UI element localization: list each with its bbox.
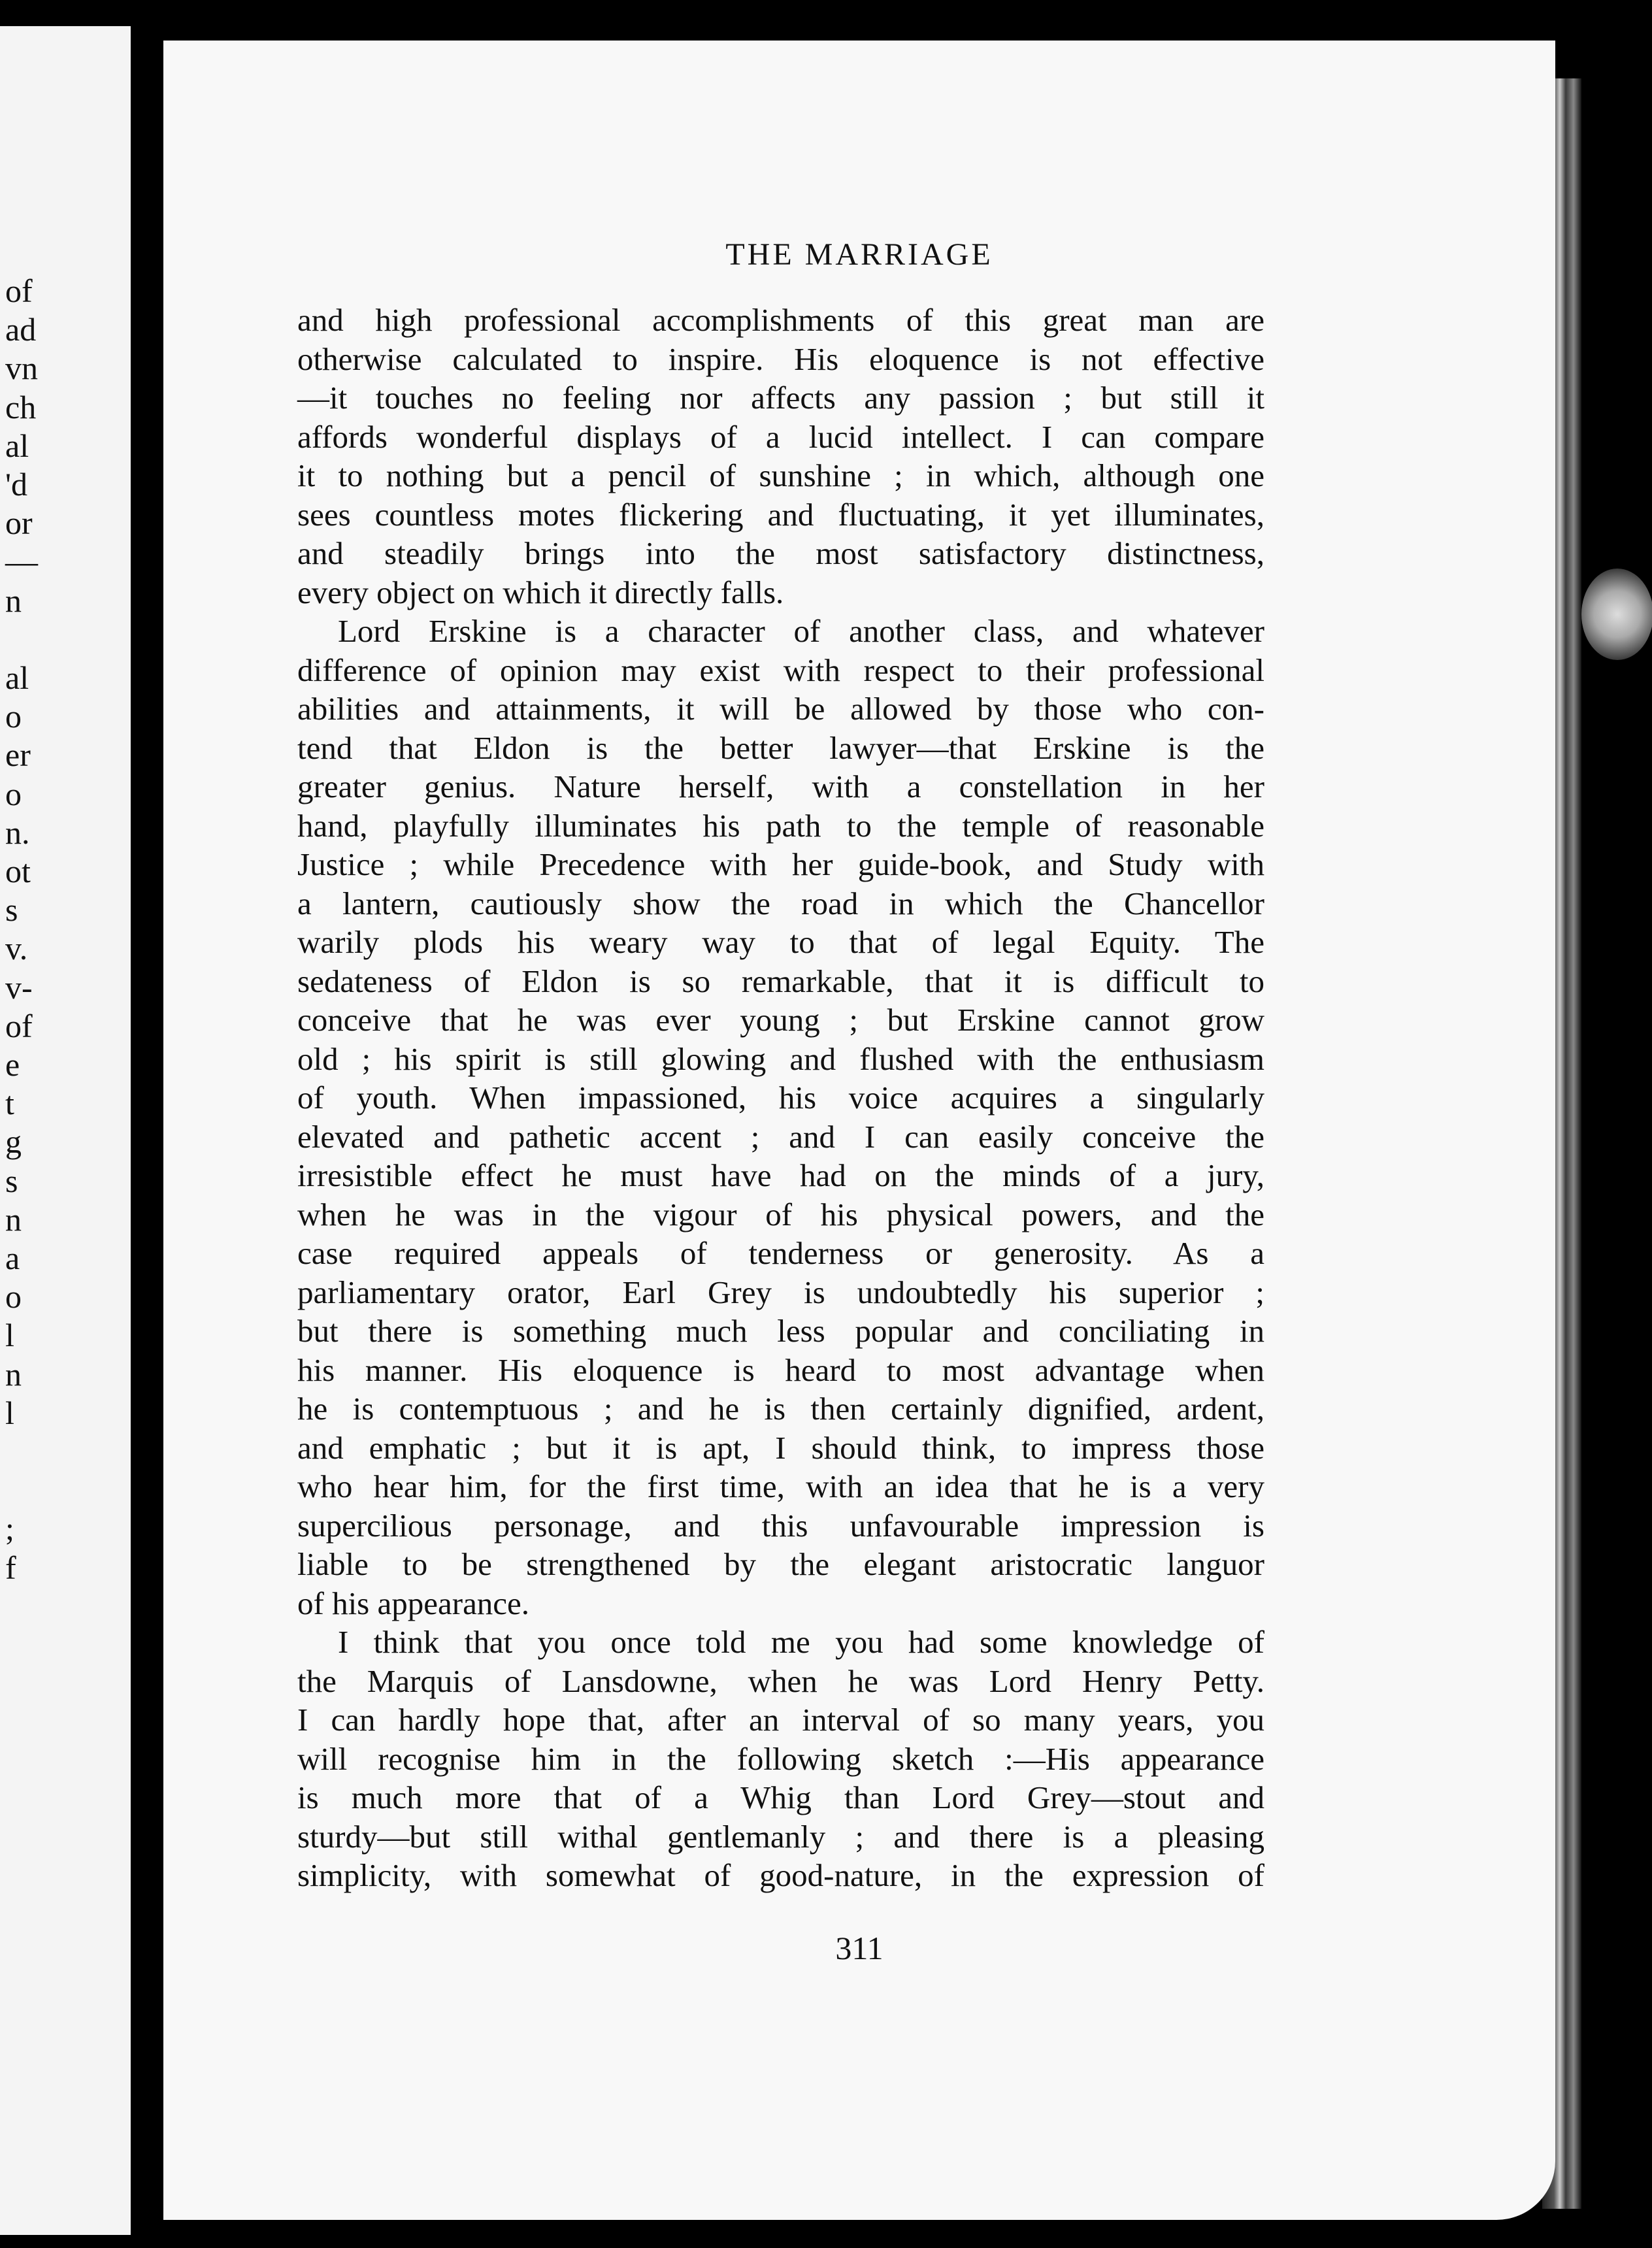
text-line: old ; his spirit is still glowing and flushed with the enthusiasm — [297, 1040, 1264, 1077]
text-line: affords wonderful displays of a lucid intellect. I can compare — [297, 418, 1264, 455]
previous-page-fragment: o — [5, 698, 22, 735]
running-head: THE MARRIAGE — [725, 237, 993, 272]
previous-page-fragment: ; — [5, 1510, 14, 1547]
previous-page-edge — [0, 26, 131, 2235]
previous-page-fragment: — — [5, 543, 38, 580]
text-line: abilities and attainments, it will be allowed by those who con- — [297, 691, 1264, 727]
text-line: tend that Eldon is the better lawyer—that Erskine is the — [297, 729, 1264, 766]
text-line: his manner. His eloquence is heard to most advantage when — [297, 1351, 1264, 1388]
text-line: and steadily brings into the most satisfactory distinctness, — [297, 535, 1264, 571]
previous-page-fragment: ot — [5, 853, 31, 889]
text-line: irresistible effect he must have had on the minds of a jury, — [297, 1157, 1264, 1193]
text-line: and emphatic ; but it is apt, I should think, to impress those — [297, 1429, 1264, 1466]
text-line: sees countless motes flickering and fluctuating, it yet illuminates, — [297, 496, 1264, 533]
previous-page-fragment: v. — [5, 930, 28, 967]
text-line: case required appeals of tenderness or generosity. As a — [297, 1235, 1264, 1271]
text-line: the Marquis of Lansdowne, when he was Lord Henry Petty. — [297, 1662, 1264, 1699]
previous-page-fragment: l — [5, 1317, 14, 1354]
paper-stain — [1581, 569, 1652, 660]
text-line: who hear him, for the first time, with an idea that he is a very — [297, 1468, 1264, 1504]
previous-page-fragment: n. — [5, 814, 30, 851]
text-line: will recognise him in the following sketch :—His appearance — [297, 1740, 1264, 1777]
text-line: —it touches no feeling nor affects any passion ; but still it — [297, 380, 1264, 416]
text-line: and high professional accomplishments of this great man are — [297, 302, 1264, 338]
text-line: every object on which it directly falls. — [297, 574, 784, 610]
text-line: greater genius. Nature herself, with a constellation in her — [297, 769, 1264, 804]
text-line: it to nothing but a pencil of sunshine ; in which, although one — [297, 457, 1264, 493]
text-line: I think that you once told me you had some knowledge of — [338, 1624, 1264, 1660]
previous-page-fragment: al — [5, 659, 29, 696]
text-line: elevated and pathetic accent ; and I can easily conceive the — [297, 1118, 1264, 1155]
previous-page-fragment: v- — [5, 968, 33, 1006]
text-line: Lord Erskine is a character of another class, and whatever — [338, 613, 1264, 649]
text-line: sturdy—but still withal gentlemanly ; and there is a pleasing — [297, 1818, 1264, 1855]
text-line: otherwise calculated to inspire. His eloquence is not effective — [297, 340, 1264, 377]
previous-page-fragment: ad — [5, 311, 37, 348]
text-line: simplicity, with somewhat of good-nature, in the expression of — [297, 1857, 1264, 1893]
previous-page-fragment: e — [5, 1046, 20, 1083]
previous-page-fragment: f — [5, 1549, 16, 1586]
text-line: warily plods his weary way to that of legal Equity. The — [297, 924, 1264, 960]
previous-page-fragment: l — [5, 1394, 14, 1431]
text-line: when he was in the vigour of his physical powers, and the — [297, 1196, 1264, 1232]
text-line: he is contemptuous ; and he is then certainly dignified, ardent, — [297, 1391, 1264, 1427]
previous-page-fragment: of — [5, 273, 33, 309]
previous-page-fragment: ch — [5, 388, 37, 425]
text-line: supercilious personage, and this unfavourable impression is — [297, 1507, 1264, 1544]
previous-page-fragment: n — [5, 1200, 22, 1238]
previous-page-fragment: al — [5, 427, 29, 464]
text-line: hand, playfully illuminates his path to the temple of reasonable — [297, 807, 1264, 844]
text-line: difference of opinion may exist with respect to their professional — [297, 652, 1264, 688]
text-line: parliamentary orator, Earl Grey is undoubtedly his superior ; — [297, 1274, 1264, 1310]
text-line: but there is something much less popular and conciliating in — [297, 1313, 1264, 1349]
text-line: liable to be strengthened by the elegant aristocratic languor — [297, 1546, 1264, 1582]
text-line: Justice ; while Precedence with her guide-book, and Study with — [297, 846, 1264, 882]
previous-page-fragment: er — [5, 736, 31, 774]
previous-page-fragment: g — [5, 1123, 22, 1161]
previous-page-fragment: t — [5, 1085, 14, 1122]
previous-page-fragment: s — [5, 1162, 18, 1199]
text-line: sedateness of Eldon is so remarkable, that it is difficult to — [297, 963, 1264, 999]
previous-page-fragment: n — [5, 1355, 22, 1393]
text-line: is much more that of a Whig than Lord Grey—stout and — [297, 1779, 1264, 1815]
previous-page-fragment: or — [5, 504, 33, 542]
body-text — [297, 301, 1264, 1895]
text-line: I can hardly hope that, after an interval of so many years, you — [297, 1702, 1264, 1738]
previous-page-fragment: a — [5, 1240, 20, 1276]
text-line: of his appearance. — [297, 1585, 530, 1621]
previous-page-fragment: 'd — [5, 466, 28, 503]
previous-page-fragment: o — [5, 1278, 22, 1315]
previous-page-fragment: o — [5, 775, 22, 812]
page-number: 311 — [835, 1930, 884, 1966]
text-line: conceive that he was ever young ; but Erskine cannot grow — [297, 1002, 1264, 1038]
previous-page-fragment: of — [5, 1007, 33, 1044]
previous-page-fragment: n — [5, 582, 22, 619]
previous-page-fragment: vn — [5, 350, 38, 387]
text-line: of youth. When impassioned, his voice acquires a singularly — [297, 1080, 1264, 1116]
previous-page-fragment: s — [5, 891, 18, 929]
text-line: a lantern, cautiously show the road in which the Chancellor — [297, 885, 1264, 921]
book-page — [163, 41, 1555, 2220]
